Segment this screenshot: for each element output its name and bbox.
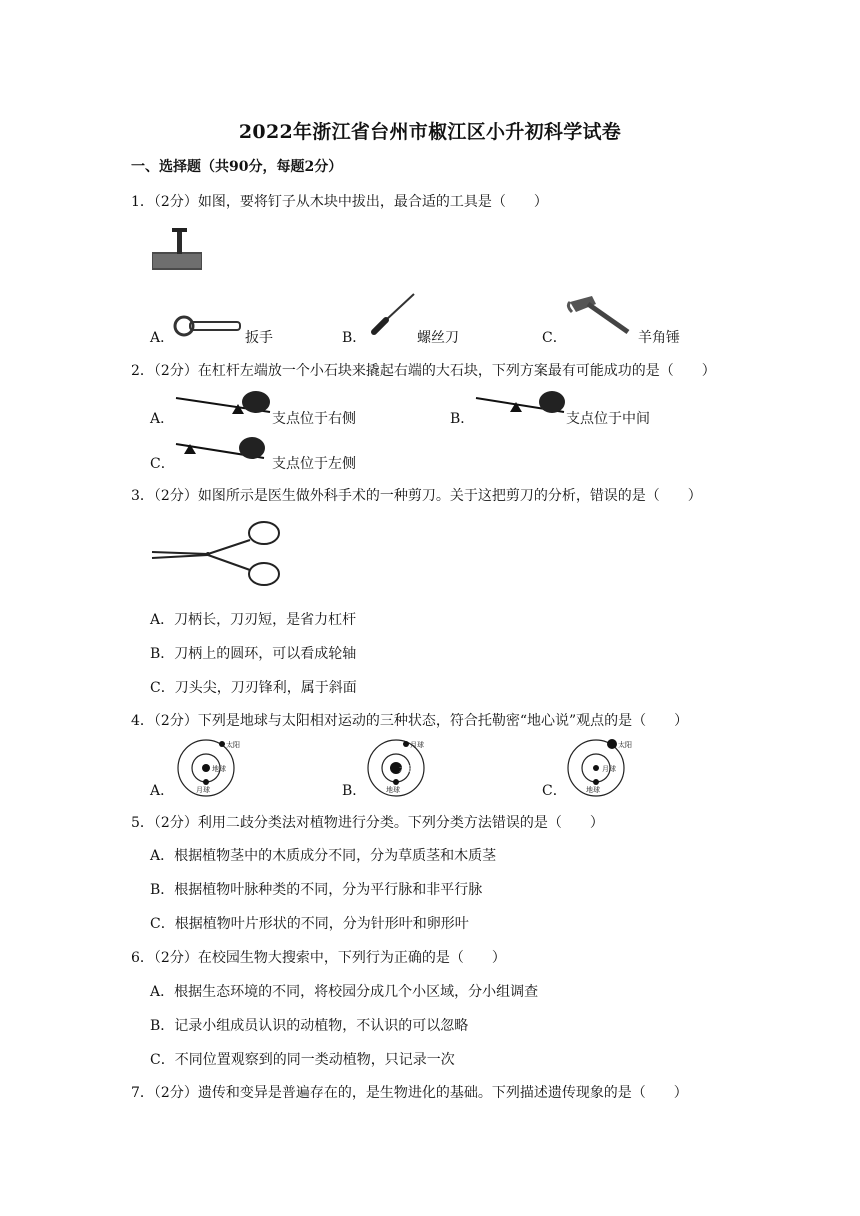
lever-fulcrum-right-image — [174, 390, 274, 420]
q2-option-c-letter: C． — [150, 456, 175, 472]
lever-fulcrum-middle-image — [474, 390, 574, 420]
q3-option-b: B．刀柄上的圆环，可以看成轮轴 — [150, 646, 357, 662]
q3-option-a: A．刀柄长，刀刃短，是省力杠杆 — [150, 612, 357, 628]
q4-a-center-label: 地球 — [212, 765, 226, 773]
q4-a-inner-label: 月球 — [196, 786, 210, 794]
q4-c-inner-label: 地球 — [586, 786, 600, 794]
q1-option-c-text: 羊角锤 — [638, 330, 680, 346]
section-heading: 一、选择题（共90分，每题2分） — [131, 159, 343, 175]
q2-option-c-text: 支点位于左侧 — [272, 456, 356, 472]
q2-option-b-letter: B． — [450, 411, 475, 427]
q4-option-a-letter: A． — [150, 783, 175, 799]
question-2-stem: 2．（2分）在杠杆左端放一个小石块来撬起右端的大石块，下列方案最有可能成功的是（ ） — [131, 363, 716, 379]
question-1-stem: 1．（2分）如图，要将钉子从木块中拔出，最合适的工具是（ ） — [131, 194, 548, 210]
q1-option-b-letter: B． — [342, 330, 367, 346]
claw-hammer-image — [566, 294, 632, 336]
nail-in-wood-image — [150, 226, 210, 272]
question-6-stem: 6．（2分）在校园生物大搜索中，下列行为正确的是（ ） — [131, 950, 506, 966]
surgical-scissors-image — [150, 520, 285, 590]
lever-fulcrum-left-image — [174, 436, 274, 466]
q3-option-c: C．刀头尖，刀刃锋利，属于斜面 — [150, 680, 357, 696]
q6-option-a: A．根据生态环境的不同，将校园分成几个小区域，分小组调查 — [150, 984, 539, 1000]
q4-a-outer-label: 太阳 — [226, 741, 240, 749]
q4-c-center-label: 月球 — [602, 765, 616, 773]
question-5-stem: 5．（2分）利用二歧分类法对植物进行分类。下列分类方法错误的是（ ） — [131, 815, 604, 831]
q2-option-a-text: 支点位于右侧 — [272, 411, 356, 427]
q4-option-b-letter: B． — [342, 783, 367, 799]
q5-option-a: A．根据植物茎中的木质成分不同，分为草质茎和木质茎 — [150, 848, 497, 864]
question-7-stem: 7．（2分）遗传和变异是普遍存在的，是生物进化的基础。下列描述遗传现象的是（ ） — [131, 1085, 688, 1101]
q5-option-b: B．根据植物叶脉种类的不同，分为平行脉和非平行脉 — [150, 882, 483, 898]
orbit-diagram-a-image — [176, 738, 246, 798]
question-3-stem: 3．（2分）如图所示是医生做外科手术的一种剪刀。关于这把剪刀的分析，错误的是（ ） — [131, 488, 702, 504]
question-4-stem: 4．（2分）下列是地球与太阳相对运动的三种状态，符合托勒密“地心说”观点的是（ ） — [131, 713, 689, 729]
q4-option-c-letter: C． — [542, 783, 567, 799]
q1-option-c-letter: C． — [542, 330, 567, 346]
q1-option-a-text: 扳手 — [245, 330, 273, 346]
q4-c-outer-label: 太阳 — [618, 741, 632, 749]
q4-b-outer-label: 月球 — [410, 741, 424, 749]
orbit-diagram-c-image — [566, 738, 638, 798]
q1-option-b-text: 螺丝刀 — [417, 330, 459, 346]
q2-option-b-text: 支点位于中间 — [566, 411, 650, 427]
q4-b-inner-label: 地球 — [386, 786, 400, 794]
page-title: 2022年浙江省台州市椒江区小升初科学试卷 — [238, 121, 622, 143]
q6-option-c: C．不同位置观察到的同一类动植物，只记录一次 — [150, 1052, 455, 1068]
q2-option-a-letter: A． — [150, 411, 175, 427]
wrench-image — [172, 314, 242, 338]
screwdriver-image — [368, 292, 418, 336]
q4-b-center-label: 太阳 — [399, 765, 413, 773]
orbit-diagram-b-image — [366, 738, 436, 798]
q1-option-a-letter: A． — [150, 330, 175, 346]
q6-option-b: B．记录小组成员认识的动植物，不认识的可以忽略 — [150, 1018, 469, 1034]
q5-option-c: C．根据植物叶片形状的不同，分为针形叶和卵形叶 — [150, 916, 469, 932]
